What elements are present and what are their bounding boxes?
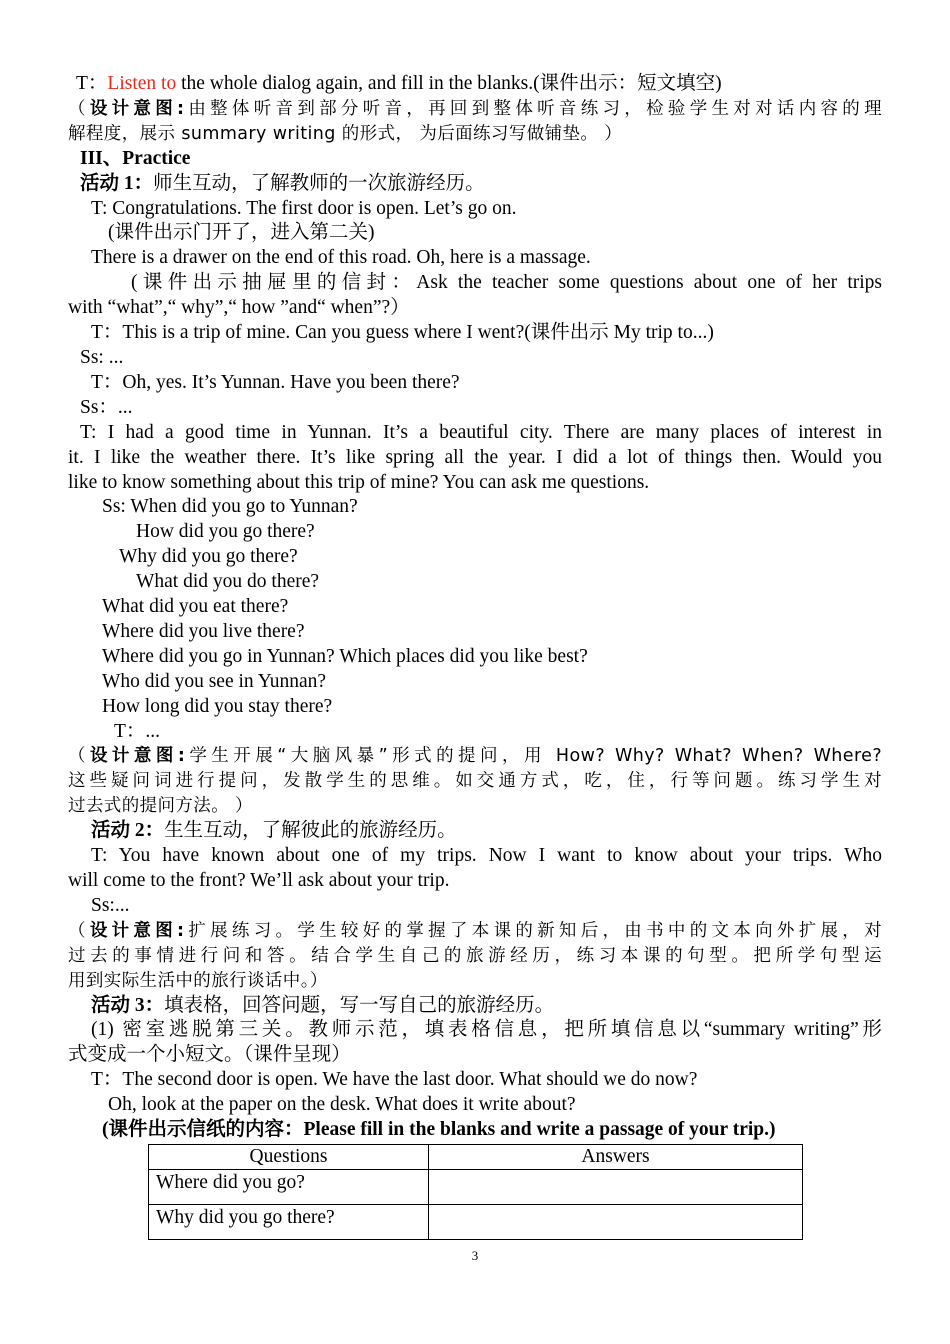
design-note-3-end: 用到实际生活中的旅行谈话中。） bbox=[68, 970, 328, 991]
column-header: Questions bbox=[149, 1145, 429, 1170]
courseware-instruction: (课件出示信纸的内容：Please fill in the blanks and write a passage of your trip.) bbox=[102, 1119, 776, 1141]
line: Why did you go there? bbox=[119, 546, 298, 568]
table-header-row bbox=[149, 1145, 803, 1170]
answer-cell bbox=[429, 1170, 803, 1205]
design-note-1: （设计意图:由整体听音到部分听音，再回到整体听音练习，检验学生对对话内容的理 bbox=[68, 98, 883, 119]
activity-2-heading: 活动 2：生生互动，了解彼此的旅游经历。 bbox=[91, 820, 457, 842]
questions-table bbox=[148, 1144, 803, 1240]
line: T：... bbox=[114, 720, 161, 742]
activity-1-heading: 活动 1：师生互动，了解教师的一次旅游经历。 bbox=[80, 172, 485, 194]
activity-3-heading: 活动 3：填表格，回答问题，写一写自己的旅游经历。 bbox=[91, 994, 555, 1016]
line: 式变成一个小短文。（课件呈现） bbox=[68, 1044, 351, 1066]
design-note-2: （设计意图:学生开展“大脑风暴”形式的提问，用 How? Why? What? When? Where? bbox=[68, 746, 883, 767]
line: T: You have known about one of my trips. Now I want to know about your trips. Who bbox=[91, 845, 882, 867]
line: Ss: ... bbox=[80, 346, 124, 368]
line: There is a drawer on the end of this road. Oh, here is a massage. bbox=[91, 247, 591, 269]
line: Who did you see in Yunnan? bbox=[102, 670, 327, 692]
section-heading-practice: III、Practice bbox=[80, 147, 191, 169]
question-cell: Where did you go? bbox=[149, 1170, 429, 1205]
line: What did you do there? bbox=[136, 571, 320, 593]
table-row bbox=[149, 1205, 803, 1240]
line: Where did you live there? bbox=[102, 620, 305, 642]
line: Ss: When did you go to Yunnan? bbox=[102, 496, 358, 518]
column-header: Answers bbox=[429, 1145, 803, 1170]
line: T：The second door is open. We have the last door. What should we do now? bbox=[91, 1069, 698, 1091]
design-note-2-cont: 这些疑问词进行提问，发散学生的思维。如交通方式，吃，住，行等问题。练习学生对 bbox=[68, 771, 882, 792]
design-note-3: （设计意图:扩展练习。学生较好的掌握了本课的新知后，由书中的文本向外扩展，对 bbox=[68, 920, 883, 941]
design-note-2-end: 过去式的提问方法。 ） bbox=[68, 796, 253, 817]
design-note-1-cont: 解程度，展示 summary writing 的形式， 为后面练习写做铺垫。 ） bbox=[68, 123, 623, 144]
line: T：Oh, yes. It’s Yunnan. Have you been there? bbox=[91, 371, 460, 393]
line: Where did you go in Yunnan? Which places did you like best? bbox=[102, 645, 588, 667]
line: (课件出示抽屉里的信封：Ask the teacher some questions about one of her trips bbox=[131, 272, 882, 294]
line: (课件出示门开了，进入第二关) bbox=[108, 222, 375, 244]
line: T: I had a good time in Yunnan. It’s a beautiful city. There are many places of interest in bbox=[80, 421, 882, 443]
line: T: Congratulations. The first door is open. Let’s go on. bbox=[91, 197, 517, 219]
line: Ss:... bbox=[91, 894, 130, 916]
line: T：This is a trip of mine. Can you guess where I went?(课件出示 My trip to...) bbox=[91, 322, 714, 344]
answer-cell bbox=[429, 1205, 803, 1240]
question-cell: Why did you go there? bbox=[149, 1205, 429, 1240]
line: Ss：... bbox=[80, 396, 133, 418]
line: like to know something about this trip of mine? You can ask me questions. bbox=[68, 471, 650, 493]
line: How long did you stay there? bbox=[102, 695, 333, 717]
line: with “what”,“ why”,“ how ”and“ when”?） bbox=[68, 297, 410, 319]
line: it. I like the weather there. It’s like spring all the year. I did a lot of things then. Would you bbox=[68, 446, 882, 468]
line-listen: T：Listen to the whole dialog again, and fill in the blanks.(课件出示：短文填空) bbox=[76, 73, 722, 94]
table-row bbox=[149, 1170, 803, 1205]
page-number: 3 bbox=[471, 1248, 479, 1263]
line: What did you eat there? bbox=[102, 596, 289, 618]
line: How did you go there? bbox=[136, 521, 315, 543]
document-page bbox=[68, 72, 882, 1143]
design-note-3-cont: 过去的事情进行问和答。结合学生自己的旅游经历，练习本课的句型。把所学句型运 bbox=[68, 945, 882, 966]
line: will come to the front? We’ll ask about your trip. bbox=[68, 870, 450, 891]
line: Oh, look at the paper on the desk. What does it write about? bbox=[108, 1094, 576, 1116]
line: (1) 密室逃脱第三关。教师示范，填表格信息，把所填信息以“summary writing”形 bbox=[91, 1019, 882, 1041]
